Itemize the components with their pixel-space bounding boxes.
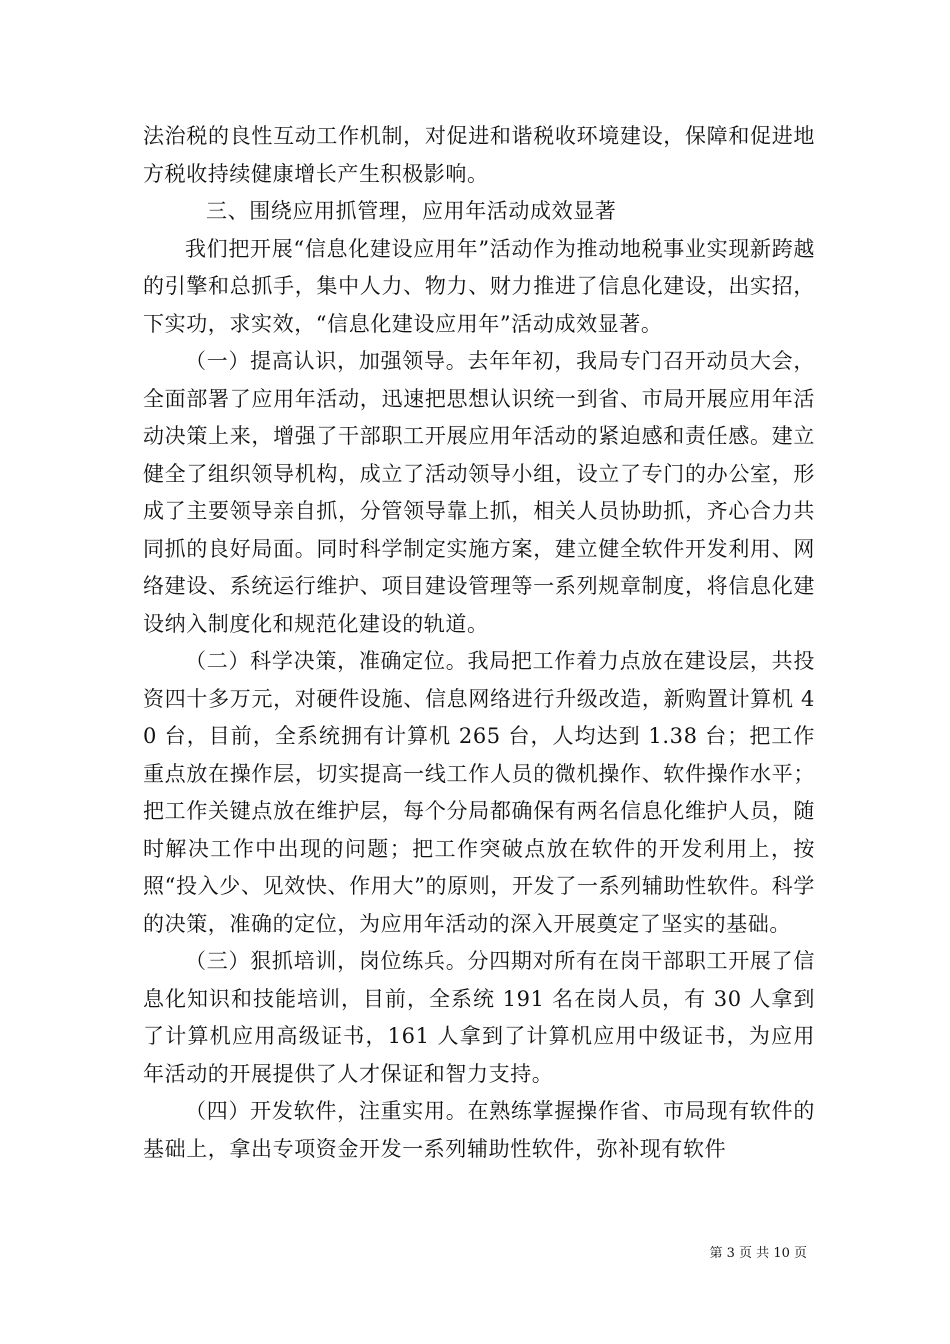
paragraph-continuation: 法治税的良性互动工作机制，对促进和谐税收环境建设，保障和促进地方税收持续健康增长产生积极影响。 [143, 124, 815, 186]
paragraph-item-3: （三）狠抓培训，岗位练兵。分四期对所有在岗干部职工开展了信息化知识和技能培训，目前，全系统 191 名在岗人员，有 30 人拿到了计算机应用高级证书，161 人拿到了计算机应用中级证书，为应用年活动的开展提供了人才保证和智力支持。 [143, 949, 815, 1086]
paragraph-item-2: （二）科学决策，准确定位。我局把工作着力点放在建设层，共投资四十多万元，对硬件设施、信息网络进行升级改造，新购置计算机 40 台，目前，全系统拥有计算机 265 台，人均达到 1.38 台；把工作重点放在操作层，切实提高一线工作人员的微机操作、软件操作水平；把工作关键点放在维护层，每个分局都确保有两名信息化维护人员，随时解决工作中出现的问题；把工作突破点放在软件的开发利用上，按照“投入少、见效快、作用大”的原则，开发了一系列辅助性软件。科学的决策，准确的定位，为应用年活动的深入开展奠定了坚实的基础。 [143, 649, 815, 936]
paragraph-item-4: （四）开发软件，注重实用。在熟练掌握操作省、市局现有软件的基础上，拿出专项资金开发一系列辅助性软件，弥补现有软件 [143, 1099, 815, 1161]
paragraph-item-1: （一）提高认识，加强领导。去年年初，我局专门召开动员大会，全面部署了应用年活动，迅速把思想认识统一到省、市局开展应用年活动决策上来，增强了干部职工开展应用年活动的紧迫感和责任感。建立健全了组织领导机构，成立了活动领导小组，设立了专门的办公室，形成了主要领导亲自抓，分管领导靠上抓，相关人员协助抓，齐心合力共同抓的良好局面。同时科学制定实施方案，建立健全软件开发利用、网络建设、系统运行维护、项目建设管理等一系列规章制度，将信息化建设纳入制度化和规范化建设的轨道。 [143, 349, 815, 636]
section-heading: 三、围绕应用抓管理，应用年活动成效显著 [206, 199, 617, 223]
paragraph-intro: 我们把开展“信息化建设应用年”活动作为推动地税事业实现新跨越的引擎和总抓手，集中人力、物力、财力推进了信息化建设，出实招，下实功，求实效，“信息化建设应用年”活动成效显著。 [143, 236, 815, 336]
page-number: 第 3 页 共 10 页 [709, 1246, 807, 1261]
document-body [143, 118, 815, 1168]
